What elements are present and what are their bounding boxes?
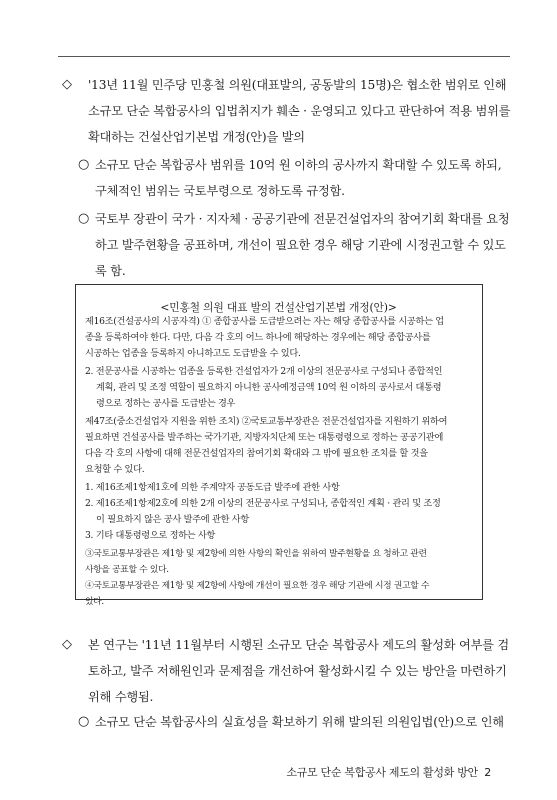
- box-line: 2. 전문공사를 시공하는 업종을 등록한 건설업자가 2개 이상의 전문공사로 구성되나 종합적인: [85, 366, 443, 377]
- circle-bullet-icon: ○: [78, 211, 90, 226]
- box-line: 필요하면 건설공사를 발주하는 국가기관, 지방자치단체 또는 대통령령으로 정하는 공공기관에: [85, 432, 444, 443]
- text-line: 구체적인 범위는 국토부령으로 정하도록 규정함.: [95, 184, 345, 198]
- text-line: 소규모 단순 복합공사의 실효성을 확보하기 위해 발의된 의원입법(안)으로 인해: [95, 715, 504, 729]
- page-footer: [286, 764, 491, 780]
- text-line: 하고 발주현황을 공표하며, 개선이 필요한 경우 해당 기관에 시정권고할 수 있도: [95, 238, 506, 252]
- box-line: 3. 기타 대통령령으로 정하는 사항: [85, 530, 216, 541]
- box-line: 사항을 공표할 수 있다.: [85, 565, 169, 575]
- text-line: 소규모 단순 복합공사 범위를 10억 원 이하의 공사까지 확대할 수 있도록 하되,: [95, 158, 502, 172]
- box-line: 다음 각 호의 사항에 대해 전문건설업자의 참여기회 확대와 그 밖에 필요한 조치를 할 것을: [85, 448, 428, 459]
- amendment-box-title: <민홍철 의원 대표 발의 건설산업기본법 개정(안)>: [160, 301, 397, 314]
- box-line: 계획, 관리 및 조정 역할이 필요하지 아니한 공사예정금액 10억 원 이하의 공사로서 대통령: [96, 382, 442, 393]
- text-line: 본 연구는 '11년 11월부터 시행된 소규모 단순 복합공사 제도의 활성화 여부를 검: [88, 638, 509, 652]
- text-line: 토하고, 발주 저해원인과 문제점을 개선하여 활성화시킬 수 있는 방안을 마련하기: [88, 664, 507, 678]
- paragraph-scope: [95, 152, 500, 204]
- text-line: 위해 수행됨.: [88, 690, 154, 704]
- text-line: 국토부 장관이 국가 · 지자체 · 공공기관에 전문건설업자의 참여기회 확대를 요청: [95, 212, 510, 226]
- paragraph-research: [88, 632, 509, 710]
- box-line: ③국토교통부장관은 제1항 및 제2항에 의한 사항의 확인을 위하여 발주현황을 요 청하고 관련: [85, 549, 427, 559]
- circle-bullet-icon: ○: [78, 157, 90, 172]
- diamond-bullet-icon: ◇: [62, 77, 72, 92]
- box-line: 요청할 수 있다.: [85, 464, 145, 475]
- box-line: 이 필요하지 않은 공사 발주에 관한 사항: [96, 514, 249, 525]
- footer-title: 소규모 단순 복합공사 제도의 활성화 방안: [286, 766, 478, 779]
- paragraph-ministry: [95, 206, 510, 284]
- text-line: '13년 11월 민주당 민홍철 의원(대표발의, 공동발의 15명)은 협소한 범위로 인해: [88, 78, 507, 92]
- diamond-bullet-icon: ◇: [62, 637, 72, 652]
- text-line: 록 함.: [95, 264, 126, 278]
- box-line: 2. 제16조제1항제2호에 의한 2개 이상의 전문공사로 구성되나, 종합적인 계획 · 관리 및 조정: [85, 498, 441, 509]
- box-line: 1. 제16조제1항제1호에 의한 주계약자 공동도급 발주에 관한 사항: [85, 482, 340, 493]
- page-number: 2: [484, 766, 491, 779]
- top-rule: [58, 56, 510, 57]
- paragraph-effectiveness: [95, 709, 504, 735]
- box-line: 종을 등록하여야 한다. 다만, 다음 각 호의 어느 하나에 해당하는 경우에는 해당 종합공사를: [85, 332, 431, 343]
- box-line: 있다.: [85, 597, 104, 607]
- circle-bullet-icon: ○: [78, 714, 90, 729]
- box-line: 시공하는 업종을 등록하지 아니하고도 도급받을 수 있다.: [85, 348, 301, 359]
- text-line: 소규모 단순 복합공사의 입법취지가 훼손 · 운영되고 있다고 판단하여 적용 범위를: [88, 104, 511, 118]
- box-line: 제16조(건설공사의 시공자격) ① 종합공사를 도급받으려는 자는 해당 종합공사를 시공하는 업: [85, 316, 444, 327]
- box-line: 령으로 정하는 공사를 도급받는 경우: [96, 398, 236, 409]
- box-line: ④국토교통부장관은 제1항 및 제2항에 사항에 개선이 필요한 경우 해당 기관에 시정 권고할 수: [85, 581, 430, 591]
- text-line: 확대하는 건설산업기본법 개정(안)을 발의: [88, 130, 305, 144]
- box-line: 제47조(중소건설업자 지원을 위한 조치) ②국토교통부장관은 전문건설업자를 지원하기 위하여: [85, 416, 448, 427]
- paragraph-intro: [88, 72, 511, 150]
